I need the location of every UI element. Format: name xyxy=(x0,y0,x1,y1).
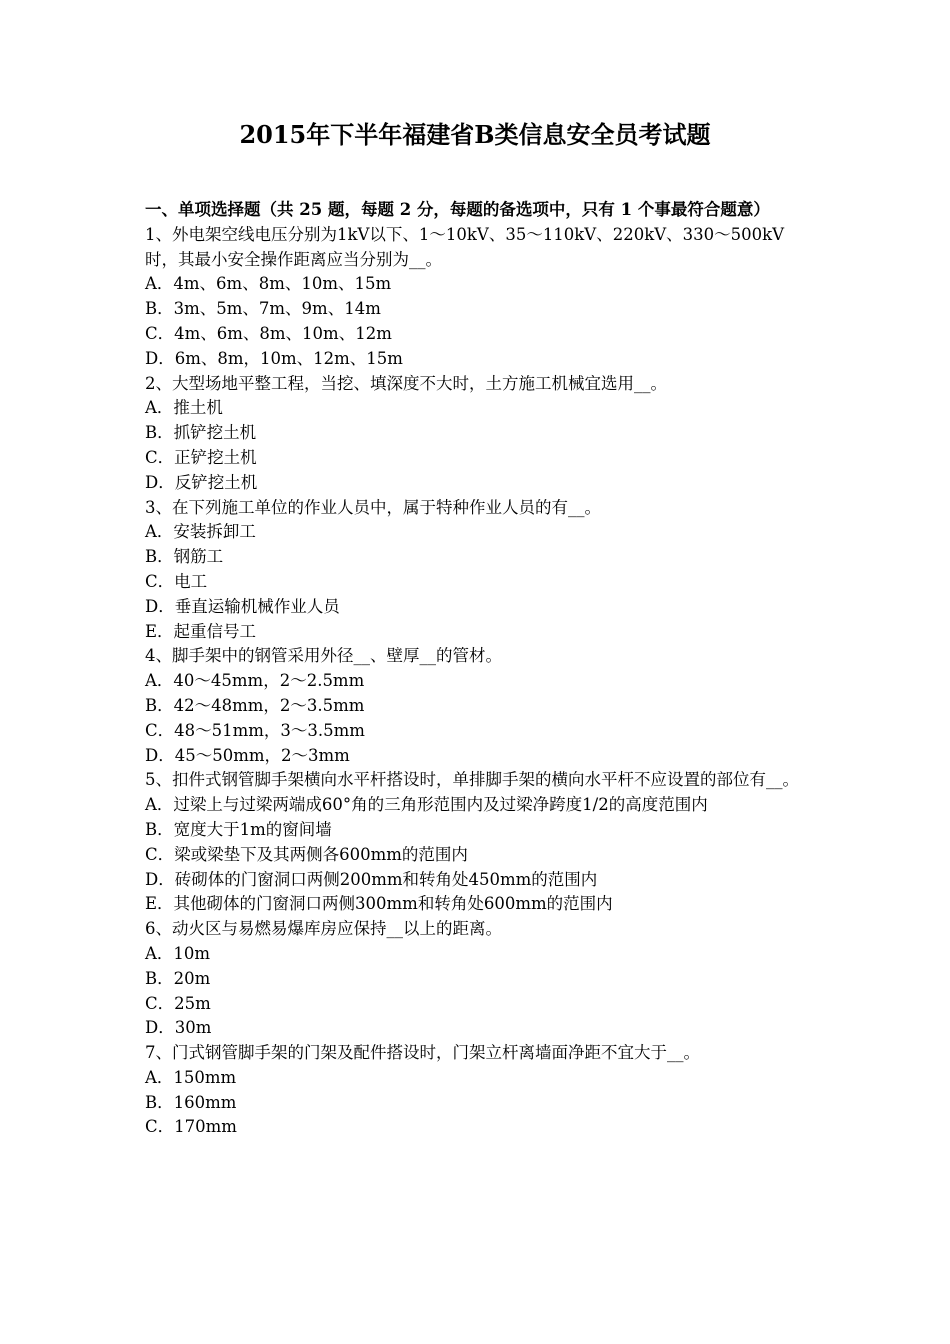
question-4 xyxy=(145,644,807,768)
option-d: D．垂直运输机械作业人员 xyxy=(145,596,340,616)
option-b: B．160mm xyxy=(145,1092,237,1112)
question-6 xyxy=(145,917,807,1041)
option-a: A．过梁上与过梁两端成60°角的三角形范围内及过梁净跨度1/2的高度范围内 xyxy=(145,795,708,815)
option-c: C．48～51mm，3～3.5mm xyxy=(145,720,365,740)
document-body xyxy=(145,198,807,1140)
option-c: C．25m xyxy=(145,993,211,1013)
document-title: 2015年下半年福建省B类信息安全员考试题 xyxy=(239,120,711,149)
option-d: D．6m、8m，10m、12m、15m xyxy=(145,348,403,368)
option-c: C．4m、6m、8m、10m、12m xyxy=(145,323,392,343)
question-5 xyxy=(145,768,807,917)
question-stem: 2、大型场地平整工程，当挖、填深度不大时，土方施工机械宜选用__。 xyxy=(145,373,667,393)
question-stem: 6、动火区与易燃易爆库房应保持__以上的距离。 xyxy=(145,919,502,939)
option-b: B．42～48mm，2～3.5mm xyxy=(145,695,365,715)
question-stem: 1、外电架空线电压分别为1kV以下、1～10kV、35～110kV、220kV、330～500kV时，其最小安全操作距离应当分别为__。 xyxy=(145,224,785,269)
option-e: E．其他砌体的门窗洞口两侧300mm和转角处600mm的范围内 xyxy=(145,894,613,914)
question-stem: 7、门式钢管脚手架的门架及配件搭设时，门架立杆离墙面净距不宜大于__。 xyxy=(145,1043,700,1063)
question-1 xyxy=(145,223,807,372)
option-a: A．40～45mm，2～2.5mm xyxy=(145,671,365,691)
option-c: C．梁或梁垫下及其两侧各600mm的范围内 xyxy=(145,844,468,864)
option-c: C．170mm xyxy=(145,1117,237,1137)
option-a: A．4m、6m、8m、10m、15m xyxy=(145,274,392,294)
option-a: A．安装拆卸工 xyxy=(145,522,256,542)
option-a: A．推土机 xyxy=(145,398,223,418)
option-c: C．电工 xyxy=(145,571,208,591)
option-b: B．抓铲挖土机 xyxy=(145,423,257,443)
question-stem: 5、扣件式钢管脚手架横向水平杆搭设时，单排脚手架的横向水平杆不应设置的部位有__。 xyxy=(145,770,799,790)
question-2 xyxy=(145,372,807,496)
option-b: B．钢筋工 xyxy=(145,547,224,567)
question-7 xyxy=(145,1041,807,1140)
option-d: D．砖砌体的门窗洞口两侧200mm和转角处450mm的范围内 xyxy=(145,869,598,889)
option-c: C．正铲挖土机 xyxy=(145,447,257,467)
question-3 xyxy=(145,496,807,645)
question-stem: 3、在下列施工单位的作业人员中，属于特种作业人员的有__。 xyxy=(145,497,601,517)
option-d: D．45～50mm，2～3mm xyxy=(145,745,350,765)
option-e: E．起重信号工 xyxy=(145,621,257,641)
question-stem: 4、脚手架中的钢管采用外径__、壁厚__的管材。 xyxy=(145,646,502,666)
section-heading: 一、单项选择题（共 25 题，每题 2 分，每题的备选项中，只有 1 个事最符合题意） xyxy=(145,200,770,219)
option-d: D．30m xyxy=(145,1018,212,1038)
option-b: B．3m、5m、7m、9m、14m xyxy=(145,299,381,319)
option-a: A．150mm xyxy=(145,1067,237,1087)
option-d: D．反铲挖土机 xyxy=(145,472,258,492)
option-b: B．宽度大于1m的窗间墙 xyxy=(145,819,332,839)
option-a: A．10m xyxy=(145,943,211,963)
option-b: B．20m xyxy=(145,968,211,988)
